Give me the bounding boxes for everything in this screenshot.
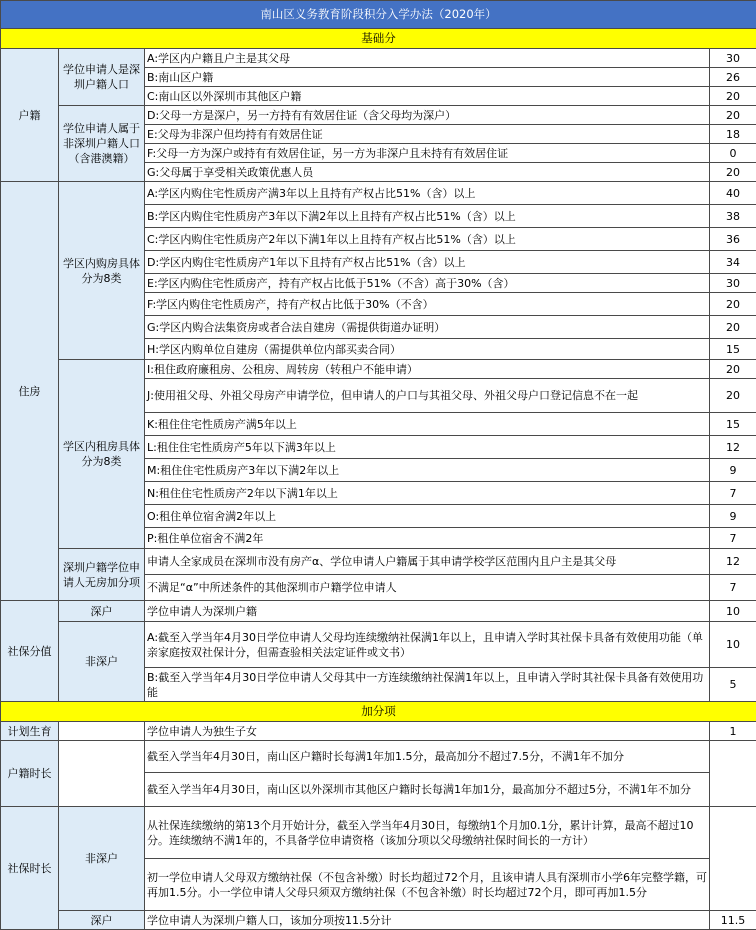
subcategory-nsz: 非深户 <box>59 807 145 911</box>
item-score: 9 <box>710 459 756 482</box>
item-text: D:学区内购住宅性质房产1年以下且持有产权占比51%（含）以上 <box>145 251 710 274</box>
item-score: 10 <box>710 601 756 622</box>
item-score: 26 <box>710 68 756 87</box>
item-text: B:学区内购住宅性质房产3年以下满2年以上且持有产权占比51%（含）以上 <box>145 205 710 228</box>
item-score: 20 <box>710 163 756 182</box>
category-shebao: 社保分值 <box>1 601 59 702</box>
item-score: 7 <box>710 482 756 505</box>
item-score: 20 <box>710 293 756 316</box>
item-score: 30 <box>710 49 756 68</box>
item-score: 12 <box>710 436 756 459</box>
item-text: A:学区内户籍且户主是其父母 <box>145 49 710 68</box>
item-text: F:父母一方为深户或持有有效居住证，另一方为非深户且未持有有效居住证 <box>145 144 710 163</box>
item-score: 40 <box>710 182 756 205</box>
item-text: E:学区内购住宅性质房产，持有产权占比低于51%（不含）高于30%（含） <box>145 274 710 293</box>
item-text: M:租住住宅性质房产3年以下满2年以上 <box>145 459 710 482</box>
item-score: 20 <box>710 316 756 339</box>
subcategory-sz: 深户 <box>59 911 145 930</box>
item-score: 20 <box>710 379 756 413</box>
item-text: C:学区内购住宅性质房产2年以下满1年以上且持有产权占比51%（含）以上 <box>145 228 710 251</box>
item-text: N:租住住宅性质房产2年以下满1年以上 <box>145 482 710 505</box>
item-text: 学位申请人为深圳户籍人口，该加分项按11.5分计 <box>145 911 710 930</box>
table-title: 南山区义务教育阶段积分入学办法（2020年） <box>1 1 756 29</box>
item-text: B:截至入学当年4月30日学位申请人父母其中一方连续缴纳社保满1年以上，且申请入学时其社保卡具备有效使用功能 <box>145 668 710 702</box>
subcategory-norent: 深圳户籍学位申请人无房加分项 <box>59 549 145 601</box>
item-text: G:学区内购合法集资房或者合法自建房（需提供街道办证明） <box>145 316 710 339</box>
item-text: B:南山区户籍 <box>145 68 710 87</box>
section-bonus: 加分项 <box>1 702 756 722</box>
empty-cell <box>59 741 145 807</box>
item-text: K:租住住宅性质房产满5年以上 <box>145 413 710 436</box>
subcategory-sz-huji: 学位申请人是深圳户籍人口 <box>59 49 145 106</box>
empty-cell <box>59 722 145 741</box>
subcategory-nsz-huji: 学位申请人属于非深圳户籍人口（含港澳籍） <box>59 106 145 182</box>
item-text: 从社保连续缴纳的第13个月开始计分，截至入学当年4月30日，每缴纳1个月加0.1分，累计计算，最高不超过10分。连续缴纳不满1年的，不具备学位申请资格（该加分项以父母缴纳社保时间长的一方计） <box>145 807 710 859</box>
empty-score <box>710 807 756 911</box>
item-score: 9 <box>710 505 756 528</box>
empty-score <box>710 741 756 807</box>
item-text: A:截至入学当年4月30日学位申请人父母均连续缴纳社保满1年以上，且申请入学时其社保卡具备有效使用功能（单亲家庭按双社保计分，但需查验相关法定证件或文书） <box>145 622 710 668</box>
item-text: E:父母为非深户但均持有有效居住证 <box>145 125 710 144</box>
subcategory-rent: 学区内租房具体分为8类 <box>59 360 145 549</box>
subcategory-nsz: 非深户 <box>59 622 145 702</box>
item-score: 5 <box>710 668 756 702</box>
item-text: C:南山区以外深圳市其他区户籍 <box>145 87 710 106</box>
category-shebaoshichang: 社保时长 <box>1 807 59 930</box>
item-score: 15 <box>710 413 756 436</box>
item-score: 1 <box>710 722 756 741</box>
item-score: 38 <box>710 205 756 228</box>
item-text: H:学区内购单位自建房（需提供单位内部买卖合同） <box>145 339 710 360</box>
item-score: 12 <box>710 549 756 575</box>
category-huji: 户籍 <box>1 49 59 182</box>
item-text: J:使用祖父母、外祖父母房产申请学位，但申请人的户口与其祖父母、外祖父母户口登记信息不在一起 <box>145 379 710 413</box>
category-hujishichang: 户籍时长 <box>1 741 59 807</box>
category-zhufang: 住房 <box>1 182 59 601</box>
item-text: 不满足“α”中所述条件的其他深圳市户籍学位申请人 <box>145 575 710 601</box>
item-text: A:学区内购住宅性质房产满3年以上且持有产权占比51%（含）以上 <box>145 182 710 205</box>
item-text: O:租住单位宿舍满2年以上 <box>145 505 710 528</box>
item-score: 18 <box>710 125 756 144</box>
section-basic: 基础分 <box>1 29 756 49</box>
item-score: 11.5 <box>710 911 756 930</box>
category-jihua: 计划生育 <box>1 722 59 741</box>
item-score: 20 <box>710 360 756 379</box>
item-text: 学位申请人为深圳户籍 <box>145 601 710 622</box>
item-score: 7 <box>710 575 756 601</box>
item-score: 20 <box>710 106 756 125</box>
item-text: 截至入学当年4月30日，南山区以外深圳市其他区户籍时长每满1年加1分，最高加分不超过5分，不满1年不加分 <box>145 773 710 807</box>
item-text: P:租住单位宿舍不满2年 <box>145 528 710 549</box>
item-text: I:租住政府廉租房、公租房、周转房（转租户不能申请） <box>145 360 710 379</box>
item-text: 初一学位申请人父母双方缴纳社保（不包含补缴）时长均超过72个月，且该申请人具有深圳市小学6年完整学籍，可再加1.5分。小一学位申请人父母只须双方缴纳社保（不包含补缴）时长均超过72个月，即可再加1.5分 <box>145 859 710 911</box>
item-text: G:父母属于享受相关政策优惠人员 <box>145 163 710 182</box>
item-text: 截至入学当年4月30日，南山区户籍时长每满1年加1.5分，最高加分不超过7.5分，不满1年不加分 <box>145 741 710 773</box>
subcategory-sz: 深户 <box>59 601 145 622</box>
item-text: 学位申请人为独生子女 <box>145 722 710 741</box>
subcategory-buy: 学区内购房具体分为8类 <box>59 182 145 360</box>
item-score: 15 <box>710 339 756 360</box>
item-text: D:父母一方是深户，另一方持有有效居住证（含父母均为深户） <box>145 106 710 125</box>
item-score: 20 <box>710 87 756 106</box>
item-score: 36 <box>710 228 756 251</box>
item-text: L:租住住宅性质房产5年以下满3年以上 <box>145 436 710 459</box>
item-score: 7 <box>710 528 756 549</box>
item-score: 34 <box>710 251 756 274</box>
item-score: 0 <box>710 144 756 163</box>
item-score: 30 <box>710 274 756 293</box>
item-score: 10 <box>710 622 756 668</box>
item-text: 申请人全家成员在深圳市没有房产α、学位申请人户籍属于其申请学校学区范围内且户主是其父母 <box>145 549 710 575</box>
item-text: F:学区内购住宅性质房产，持有产权占比低于30%（不含） <box>145 293 710 316</box>
